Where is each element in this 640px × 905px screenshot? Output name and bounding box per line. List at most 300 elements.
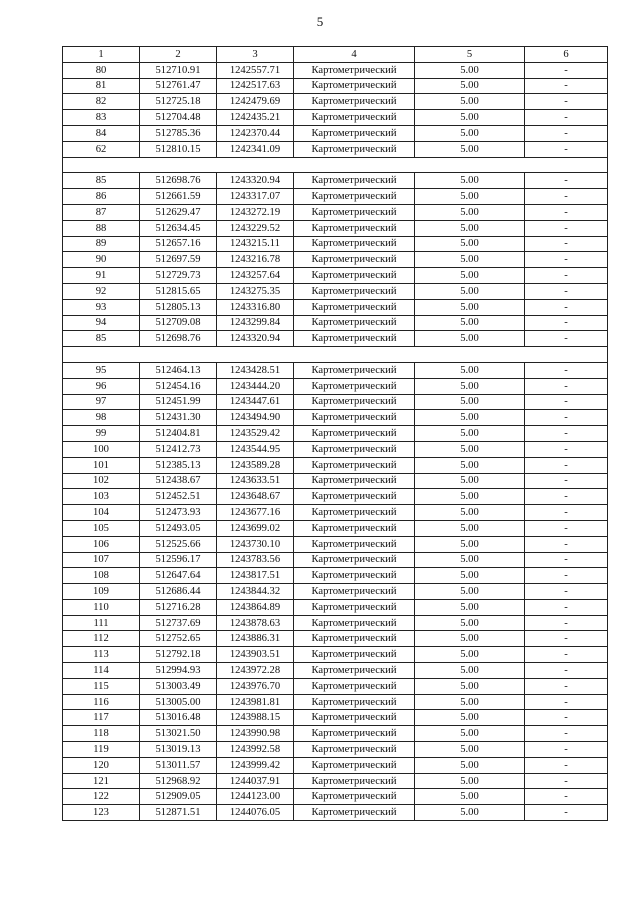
- cell-point-number: 115: [63, 678, 140, 694]
- cell-point-number: 88: [63, 220, 140, 236]
- cell-coord-y: 1243992.58: [217, 742, 294, 758]
- cell-description: -: [525, 773, 608, 789]
- cell-method: Картометрический: [294, 473, 415, 489]
- cell-description: -: [525, 805, 608, 821]
- cell-coord-x: 512697.59: [140, 252, 217, 268]
- cell-method: Картометрический: [294, 441, 415, 457]
- cell-coord-y: 1243988.15: [217, 710, 294, 726]
- cell-point-number: 86: [63, 189, 140, 205]
- cell-coord-y: 1242370.44: [217, 125, 294, 141]
- cell-coord-y: 1242557.71: [217, 62, 294, 78]
- cell-description: -: [525, 236, 608, 252]
- cell-accuracy: 5.00: [415, 757, 525, 773]
- cell-accuracy: 5.00: [415, 110, 525, 126]
- cell-accuracy: 5.00: [415, 710, 525, 726]
- cell-accuracy: 5.00: [415, 125, 525, 141]
- cell-accuracy: 5.00: [415, 283, 525, 299]
- table-row: [63, 631, 608, 647]
- cell-accuracy: 5.00: [415, 694, 525, 710]
- cell-coord-x: 512805.13: [140, 299, 217, 315]
- cell-point-number: 107: [63, 552, 140, 568]
- cell-accuracy: 5.00: [415, 805, 525, 821]
- table-row: [63, 552, 608, 568]
- cell-accuracy: 5.00: [415, 536, 525, 552]
- cell-accuracy: 5.00: [415, 173, 525, 189]
- cell-description: -: [525, 362, 608, 378]
- cell-coord-x: 512785.36: [140, 125, 217, 141]
- table-row: [63, 473, 608, 489]
- cell-coord-y: 1243981.81: [217, 694, 294, 710]
- cell-coord-x: 512385.13: [140, 457, 217, 473]
- cell-description: -: [525, 331, 608, 347]
- cell-coord-y: 1243903.51: [217, 647, 294, 663]
- cell-coord-y: 1243886.31: [217, 631, 294, 647]
- cell-accuracy: 5.00: [415, 426, 525, 442]
- cell-coord-x: 512431.30: [140, 410, 217, 426]
- cell-description: -: [525, 394, 608, 410]
- cell-description: -: [525, 710, 608, 726]
- cell-accuracy: 5.00: [415, 220, 525, 236]
- cell-coord-y: 1243444.20: [217, 378, 294, 394]
- cell-coord-x: 512657.16: [140, 236, 217, 252]
- cell-coord-y: 1243544.95: [217, 441, 294, 457]
- cell-point-number: 110: [63, 599, 140, 615]
- cell-accuracy: 5.00: [415, 505, 525, 521]
- page-number: 5: [316, 14, 324, 29]
- cell-point-number: 83: [63, 110, 140, 126]
- cell-method: Картометрический: [294, 631, 415, 647]
- table-header-row: [63, 47, 608, 63]
- cell-accuracy: 5.00: [415, 410, 525, 426]
- cell-coord-x: 512725.18: [140, 94, 217, 110]
- cell-description: -: [525, 299, 608, 315]
- cell-description: -: [525, 489, 608, 505]
- cell-coord-y: 1243999.42: [217, 757, 294, 773]
- table-row: [63, 694, 608, 710]
- table-row: [63, 378, 608, 394]
- cell-description: -: [525, 410, 608, 426]
- cell-point-number: 118: [63, 726, 140, 742]
- cell-method: Картометрический: [294, 252, 415, 268]
- cell-coord-x: 512698.76: [140, 331, 217, 347]
- cell-method: Картометрический: [294, 94, 415, 110]
- cell-point-number: 120: [63, 757, 140, 773]
- cell-coord-y: 1243316.80: [217, 299, 294, 315]
- cell-accuracy: 5.00: [415, 331, 525, 347]
- table-row: [63, 710, 608, 726]
- cell-coord-y: 1243844.32: [217, 584, 294, 600]
- cell-coord-x: 512452.51: [140, 489, 217, 505]
- cell-point-number: 84: [63, 125, 140, 141]
- spacer-cell: [63, 157, 608, 173]
- cell-method: Картометрический: [294, 331, 415, 347]
- cell-method: Картометрический: [294, 110, 415, 126]
- cell-coord-y: 1243257.64: [217, 268, 294, 284]
- cell-method: Картометрический: [294, 410, 415, 426]
- cell-method: Картометрический: [294, 552, 415, 568]
- cell-description: -: [525, 694, 608, 710]
- cell-point-number: 123: [63, 805, 140, 821]
- table-row: [63, 394, 608, 410]
- cell-accuracy: 5.00: [415, 378, 525, 394]
- cell-accuracy: 5.00: [415, 599, 525, 615]
- cell-coord-x: 512473.93: [140, 505, 217, 521]
- cell-accuracy: 5.00: [415, 189, 525, 205]
- cell-description: -: [525, 78, 608, 94]
- cell-point-number: 81: [63, 78, 140, 94]
- cell-coord-x: 512686.44: [140, 584, 217, 600]
- cell-description: -: [525, 505, 608, 521]
- cell-method: Картометрический: [294, 489, 415, 505]
- cell-method: Картометрический: [294, 315, 415, 331]
- cell-accuracy: 5.00: [415, 773, 525, 789]
- cell-method: Картометрический: [294, 647, 415, 663]
- cell-accuracy: 5.00: [415, 647, 525, 663]
- cell-description: -: [525, 110, 608, 126]
- cell-coord-y: 1243817.51: [217, 568, 294, 584]
- table-row: [63, 315, 608, 331]
- cell-method: Картометрический: [294, 742, 415, 758]
- cell-accuracy: 5.00: [415, 520, 525, 536]
- cell-accuracy: 5.00: [415, 441, 525, 457]
- cell-accuracy: 5.00: [415, 584, 525, 600]
- table-row: [63, 536, 608, 552]
- cell-description: -: [525, 789, 608, 805]
- cell-point-number: 96: [63, 378, 140, 394]
- cell-coord-y: 1243677.16: [217, 505, 294, 521]
- table-row: [63, 584, 608, 600]
- cell-method: Картометрический: [294, 457, 415, 473]
- cell-point-number: 87: [63, 204, 140, 220]
- table-row: [63, 125, 608, 141]
- cell-point-number: 89: [63, 236, 140, 252]
- cell-coord-x: 512792.18: [140, 647, 217, 663]
- cell-coord-x: 512752.65: [140, 631, 217, 647]
- cell-coord-x: 512737.69: [140, 615, 217, 631]
- cell-description: -: [525, 252, 608, 268]
- table-row: [63, 331, 608, 347]
- cell-point-number: 101: [63, 457, 140, 473]
- cell-accuracy: 5.00: [415, 94, 525, 110]
- cell-description: -: [525, 283, 608, 299]
- cell-point-number: 104: [63, 505, 140, 521]
- cell-coord-x: 513021.50: [140, 726, 217, 742]
- table-row: [63, 426, 608, 442]
- cell-accuracy: 5.00: [415, 568, 525, 584]
- cell-coord-x: 512810.15: [140, 141, 217, 157]
- table-row: [63, 489, 608, 505]
- cell-coord-x: 512493.05: [140, 520, 217, 536]
- table-row: [63, 678, 608, 694]
- cell-coord-y: 1243864.89: [217, 599, 294, 615]
- cell-description: -: [525, 457, 608, 473]
- cell-accuracy: 5.00: [415, 141, 525, 157]
- spacer-cell: [63, 347, 608, 363]
- table-row: [63, 204, 608, 220]
- cell-accuracy: 5.00: [415, 204, 525, 220]
- cell-point-number: 95: [63, 362, 140, 378]
- table-row: [63, 647, 608, 663]
- cell-point-number: 109: [63, 584, 140, 600]
- table-row: [63, 110, 608, 126]
- cell-description: -: [525, 268, 608, 284]
- cell-coord-y: 1243317.07: [217, 189, 294, 205]
- cell-description: -: [525, 220, 608, 236]
- table-row: [63, 410, 608, 426]
- cell-coord-x: 512871.51: [140, 805, 217, 821]
- cell-accuracy: 5.00: [415, 394, 525, 410]
- cell-accuracy: 5.00: [415, 552, 525, 568]
- cell-point-number: 93: [63, 299, 140, 315]
- table-row: [63, 362, 608, 378]
- cell-method: Картометрический: [294, 773, 415, 789]
- table-row: [63, 94, 608, 110]
- cell-accuracy: 5.00: [415, 62, 525, 78]
- header-cell-method: 4: [294, 47, 415, 63]
- cell-coord-y: 1243215.11: [217, 236, 294, 252]
- table-spacer-row: [63, 157, 608, 173]
- cell-accuracy: 5.00: [415, 726, 525, 742]
- cell-method: Картометрический: [294, 378, 415, 394]
- cell-point-number: 91: [63, 268, 140, 284]
- cell-coord-x: 512994.93: [140, 663, 217, 679]
- cell-point-number: 103: [63, 489, 140, 505]
- cell-description: -: [525, 189, 608, 205]
- cell-point-number: 114: [63, 663, 140, 679]
- cell-point-number: 112: [63, 631, 140, 647]
- cell-accuracy: 5.00: [415, 457, 525, 473]
- cell-description: -: [525, 441, 608, 457]
- header-cell-x: 2: [140, 47, 217, 63]
- cell-coord-y: 1243320.94: [217, 331, 294, 347]
- cell-point-number: 113: [63, 647, 140, 663]
- cell-coord-y: 1244076.05: [217, 805, 294, 821]
- cell-coord-y: 1243529.42: [217, 426, 294, 442]
- cell-method: Картометрический: [294, 584, 415, 600]
- cell-method: Картометрический: [294, 599, 415, 615]
- cell-point-number: 102: [63, 473, 140, 489]
- cell-method: Картометрический: [294, 536, 415, 552]
- cell-method: Картометрический: [294, 189, 415, 205]
- cell-coord-x: 512661.59: [140, 189, 217, 205]
- table-row: [63, 520, 608, 536]
- header-cell-point: 1: [63, 47, 140, 63]
- cell-coord-y: 1243783.56: [217, 552, 294, 568]
- cell-coord-y: 1243216.78: [217, 252, 294, 268]
- cell-description: -: [525, 584, 608, 600]
- cell-accuracy: 5.00: [415, 789, 525, 805]
- cell-point-number: 106: [63, 536, 140, 552]
- cell-coord-y: 1244037.91: [217, 773, 294, 789]
- table-row: [63, 78, 608, 94]
- table-row: [63, 189, 608, 205]
- cell-description: -: [525, 726, 608, 742]
- cell-accuracy: 5.00: [415, 299, 525, 315]
- cell-coord-x: 513005.00: [140, 694, 217, 710]
- cell-method: Картометрический: [294, 204, 415, 220]
- cell-point-number: 100: [63, 441, 140, 457]
- cell-coord-y: 1242479.69: [217, 94, 294, 110]
- cell-accuracy: 5.00: [415, 252, 525, 268]
- cell-coord-y: 1243494.90: [217, 410, 294, 426]
- cell-method: Картометрический: [294, 299, 415, 315]
- cell-coord-y: 1243320.94: [217, 173, 294, 189]
- table-row: [63, 283, 608, 299]
- cell-coord-x: 512815.65: [140, 283, 217, 299]
- header-cell-description: 6: [525, 47, 608, 63]
- cell-method: Картометрический: [294, 726, 415, 742]
- cell-method: Картометрический: [294, 615, 415, 631]
- cell-description: -: [525, 742, 608, 758]
- table-row: [63, 236, 608, 252]
- cell-description: -: [525, 62, 608, 78]
- cell-coord-x: 512634.45: [140, 220, 217, 236]
- table-row: [63, 441, 608, 457]
- header-cell-accuracy: 5: [415, 47, 525, 63]
- cell-coord-y: 1243299.84: [217, 315, 294, 331]
- cell-method: Картометрический: [294, 141, 415, 157]
- header-cell-y: 3: [217, 47, 294, 63]
- cell-point-number: 99: [63, 426, 140, 442]
- cell-description: -: [525, 473, 608, 489]
- table-body: [63, 62, 608, 820]
- cell-method: Картометрический: [294, 220, 415, 236]
- cell-description: -: [525, 426, 608, 442]
- cell-coord-y: 1243428.51: [217, 362, 294, 378]
- cell-description: -: [525, 757, 608, 773]
- cell-point-number: 97: [63, 394, 140, 410]
- table-row: [63, 173, 608, 189]
- cell-coord-y: 1242517.63: [217, 78, 294, 94]
- cell-method: Картометрический: [294, 568, 415, 584]
- cell-description: -: [525, 552, 608, 568]
- table-row: [63, 805, 608, 821]
- cell-coord-x: 512761.47: [140, 78, 217, 94]
- cell-description: -: [525, 615, 608, 631]
- cell-method: Картометрический: [294, 805, 415, 821]
- table-row: [63, 299, 608, 315]
- cell-point-number: 105: [63, 520, 140, 536]
- cell-coord-y: 1243878.63: [217, 615, 294, 631]
- cell-coord-x: 512968.92: [140, 773, 217, 789]
- cell-coord-y: 1244123.00: [217, 789, 294, 805]
- cell-method: Картометрический: [294, 710, 415, 726]
- cell-accuracy: 5.00: [415, 615, 525, 631]
- cell-coord-y: 1243976.70: [217, 678, 294, 694]
- table-row: [63, 268, 608, 284]
- cell-method: Картометрический: [294, 789, 415, 805]
- cell-coord-x: 513003.49: [140, 678, 217, 694]
- table-row: [63, 742, 608, 758]
- table-row: [63, 568, 608, 584]
- cell-coord-y: 1243633.51: [217, 473, 294, 489]
- cell-point-number: 82: [63, 94, 140, 110]
- cell-description: -: [525, 631, 608, 647]
- cell-point-number: 80: [63, 62, 140, 78]
- cell-coord-x: 512412.73: [140, 441, 217, 457]
- cell-accuracy: 5.00: [415, 473, 525, 489]
- cell-method: Картометрический: [294, 78, 415, 94]
- cell-point-number: 117: [63, 710, 140, 726]
- cell-method: Картометрический: [294, 426, 415, 442]
- cell-description: -: [525, 315, 608, 331]
- table-row: [63, 789, 608, 805]
- cell-description: -: [525, 141, 608, 157]
- cell-coord-y: 1242341.09: [217, 141, 294, 157]
- cell-coord-x: 512698.76: [140, 173, 217, 189]
- cell-description: -: [525, 536, 608, 552]
- cell-accuracy: 5.00: [415, 489, 525, 505]
- cell-accuracy: 5.00: [415, 663, 525, 679]
- cell-method: Картометрический: [294, 394, 415, 410]
- cell-point-number: 94: [63, 315, 140, 331]
- cell-coord-y: 1243589.28: [217, 457, 294, 473]
- cell-point-number: 62: [63, 141, 140, 157]
- coordinates-table: [62, 46, 608, 821]
- cell-method: Картометрический: [294, 268, 415, 284]
- cell-point-number: 122: [63, 789, 140, 805]
- table-row: [63, 457, 608, 473]
- cell-coord-y: 1242435.21: [217, 110, 294, 126]
- cell-accuracy: 5.00: [415, 362, 525, 378]
- table-row: [63, 252, 608, 268]
- cell-point-number: 98: [63, 410, 140, 426]
- cell-method: Картометрический: [294, 283, 415, 299]
- cell-description: -: [525, 204, 608, 220]
- table-row: [63, 505, 608, 521]
- cell-point-number: 108: [63, 568, 140, 584]
- table-row: [63, 220, 608, 236]
- cell-accuracy: 5.00: [415, 315, 525, 331]
- cell-point-number: 111: [63, 615, 140, 631]
- table-row: [63, 726, 608, 742]
- cell-coord-y: 1243275.35: [217, 283, 294, 299]
- table-row: [63, 757, 608, 773]
- cell-accuracy: 5.00: [415, 236, 525, 252]
- table-spacer-row: [63, 347, 608, 363]
- cell-method: Картометрический: [294, 62, 415, 78]
- cell-coord-y: 1243990.98: [217, 726, 294, 742]
- cell-point-number: 121: [63, 773, 140, 789]
- cell-method: Картометрический: [294, 694, 415, 710]
- cell-coord-x: 513011.57: [140, 757, 217, 773]
- cell-coord-x: 512909.05: [140, 789, 217, 805]
- cell-coord-x: 512451.99: [140, 394, 217, 410]
- cell-coord-x: 512404.81: [140, 426, 217, 442]
- cell-coord-x: 512729.73: [140, 268, 217, 284]
- table-row: [63, 615, 608, 631]
- cell-method: Картометрический: [294, 236, 415, 252]
- cell-method: Картометрический: [294, 125, 415, 141]
- cell-coord-x: 512716.28: [140, 599, 217, 615]
- cell-description: -: [525, 678, 608, 694]
- cell-method: Картометрический: [294, 505, 415, 521]
- cell-coord-y: 1243730.10: [217, 536, 294, 552]
- cell-description: -: [525, 568, 608, 584]
- cell-coord-x: 512647.64: [140, 568, 217, 584]
- cell-method: Картометрический: [294, 757, 415, 773]
- cell-point-number: 85: [63, 173, 140, 189]
- cell-coord-y: 1243447.61: [217, 394, 294, 410]
- cell-coord-x: 512710.91: [140, 62, 217, 78]
- cell-description: -: [525, 599, 608, 615]
- cell-coord-x: 512709.08: [140, 315, 217, 331]
- cell-point-number: 90: [63, 252, 140, 268]
- cell-coord-x: 512454.16: [140, 378, 217, 394]
- cell-description: -: [525, 520, 608, 536]
- cell-coord-x: 513016.48: [140, 710, 217, 726]
- cell-method: Картометрический: [294, 173, 415, 189]
